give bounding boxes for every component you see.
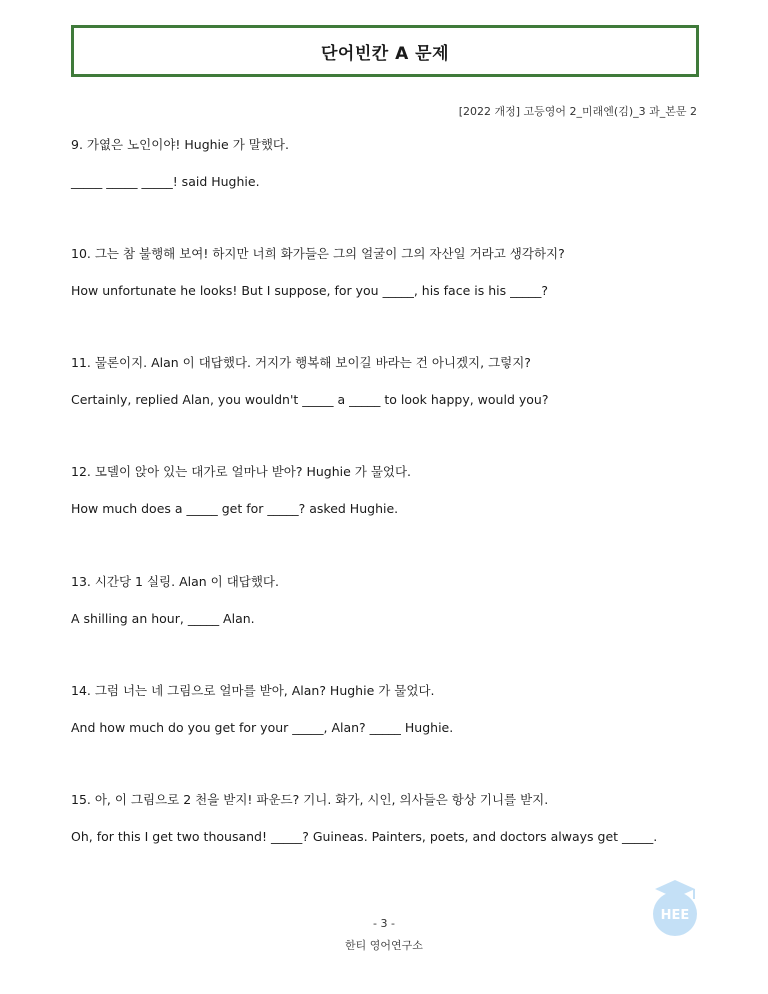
- page-number: - 3 -: [373, 917, 395, 930]
- question-item: [71, 355, 701, 408]
- korean-sentence: 12. 모델이 앉아 있는 대가로 얼마나 받아? Hughie 가 물었다.: [71, 464, 412, 479]
- title-box: [71, 25, 699, 77]
- question-item: [71, 792, 701, 845]
- korean-sentence: 15. 아, 이 그림으로 2 천을 받지! 파운드? 기니. 화가, 시인, 의사들은 항상 기니를 받지.: [71, 792, 549, 807]
- korean-sentence: 10. 그는 참 불행해 보여! 하지만 너희 화가들은 그의 얼굴이 그의 자산일 거라고 생각하지?: [71, 246, 565, 261]
- korean-sentence: 9. 가엾은 노인이야! Hughie 가 말했다.: [71, 137, 289, 152]
- english-sentence: Oh, for this I get two thousand! _____? Guineas. Painters, poets, and doctors always get _____.: [71, 829, 658, 844]
- english-sentence: And how much do you get for your _____, Alan? _____ Hughie.: [71, 720, 454, 735]
- english-sentence: How unfortunate he looks! But I suppose, for you _____, his face is his _____?: [71, 283, 548, 298]
- question-item: [71, 574, 701, 627]
- footer-organization: 한티 영어연구소: [345, 939, 423, 952]
- source-label: [2022 개정] 고등영어 2_미래엔(김)_3 과_본문 2: [458, 105, 697, 118]
- logo-text: HEE: [660, 908, 690, 923]
- question-item: [71, 464, 701, 517]
- english-sentence: Certainly, replied Alan, you wouldn't _____ a _____ to look happy, would you?: [71, 392, 549, 407]
- english-sentence: How much does a _____ get for _____? asked Hughie.: [71, 501, 399, 516]
- korean-sentence: 13. 시간당 1 실링. Alan 이 대답했다.: [71, 574, 279, 589]
- question-item: [71, 246, 701, 299]
- english-sentence: A shilling an hour, _____ Alan.: [71, 611, 255, 626]
- question-item: [71, 137, 701, 190]
- question-item: [71, 683, 701, 736]
- page-title: 단어빈칸 A 문제: [320, 43, 450, 64]
- korean-sentence: 11. 물론이지. Alan 이 대답했다. 거지가 행복해 보이길 바라는 건 아니겠지, 그렇지?: [71, 355, 531, 370]
- english-sentence: _____ _____ _____! said Hughie.: [71, 174, 260, 189]
- korean-sentence: 14. 그럼 너는 네 그림으로 얼마를 받아, Alan? Hughie 가 물었다.: [71, 683, 435, 698]
